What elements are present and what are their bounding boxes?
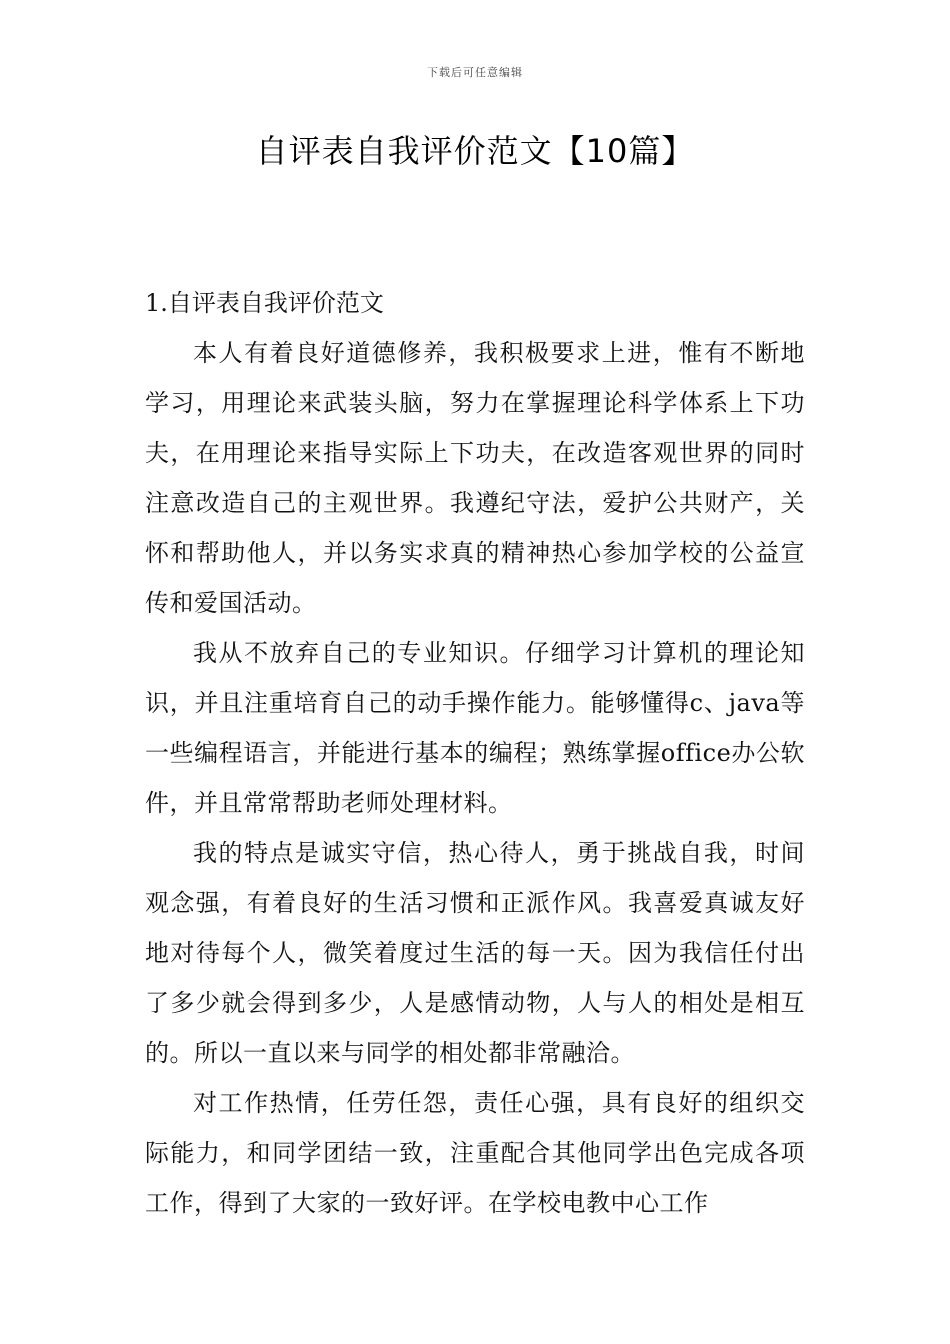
document-body (145, 278, 805, 1228)
paragraph-3: 我的特点是诚实守信，热心待人，勇于挑战自我，时间观念强，有着良好的生活习惯和正派作风。我喜爱真诚友好地对待每个人，微笑着度过生活的每一天。因为我信任付出了多少就会得到多少，人是感情动物，人与人的相处是相互的。所以一直以来与同学的相处都非常融洽。 (145, 839, 805, 1067)
section-heading: 1.自评表自我评价范文 (145, 289, 384, 317)
document-title: 自评表自我评价范文【10篇】 (255, 132, 695, 170)
paragraph-2: 我从不放弃自己的专业知识。仔细学习计算机的理论知识，并且注重培育自己的动手操作能力。能够懂得c、java等一些编程语言，并能进行基本的编程；熟练掌握office办公软件，并且常常帮助老师处理材料。 (145, 639, 805, 817)
paragraph-1: 本人有着良好道德修养，我积极要求上进，惟有不断地学习，用理论来武装头脑，努力在掌握理论科学体系上下功夫，在用理论来指导实际上下功夫，在改造客观世界的同时注意改造自己的主观世界。我遵纪守法，爱护公共财产，关怀和帮助他人，并以务实求真的精神热心参加学校的公益宣传和爱国活动。 (145, 339, 805, 617)
header-note: 下载后可任意编辑 (427, 66, 523, 79)
paragraph-4: 对工作热情，任劳任怨，责任心强，具有良好的组织交际能力，和同学团结一致，注重配合其他同学出色完成各项工作，得到了大家的一致好评。在学校电教中心工作 (145, 1089, 805, 1217)
